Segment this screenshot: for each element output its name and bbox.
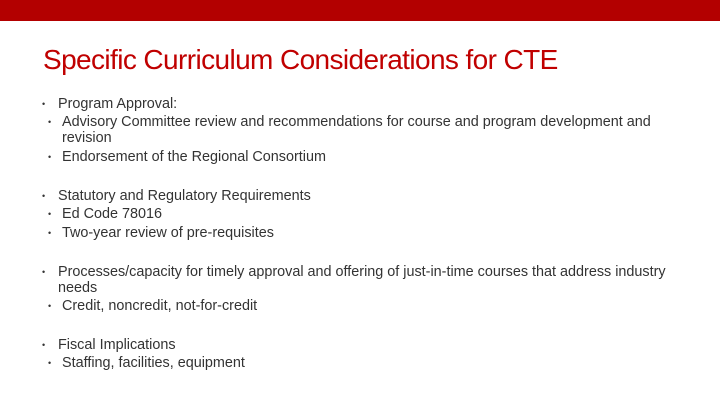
bullet-text: • Processes/capacity for timely approval and offering of just-in-time courses that address industry needs bbox=[42, 264, 692, 296]
bullet-text: • Fiscal Implications bbox=[42, 337, 692, 353]
sub-bullet-list bbox=[42, 206, 692, 241]
sub-bullet-list bbox=[42, 298, 692, 314]
bullet-text: • Statutory and Regulatory Requirements bbox=[42, 188, 692, 204]
bullet-text: • Program Approval: bbox=[42, 96, 692, 112]
sub-bullet-list bbox=[42, 114, 692, 165]
bullet-item-statutory bbox=[42, 188, 692, 241]
sub-bullet-text: • Ed Code 78016 bbox=[42, 206, 692, 222]
slide-title: Specific Curriculum Considerations for CTE bbox=[43, 44, 558, 75]
bullet-item-fiscal bbox=[42, 337, 692, 371]
bullet-item-program-approval bbox=[42, 96, 692, 165]
sub-bullet-text: • Credit, noncredit, not-for-credit bbox=[42, 298, 692, 314]
sub-bullet-text: • Advisory Committee review and recommendations for course and program development and revision bbox=[42, 114, 692, 146]
bullet-list bbox=[42, 96, 692, 371]
bullet-item-processes bbox=[42, 264, 692, 314]
sub-bullet-text: • Endorsement of the Regional Consortium bbox=[42, 149, 692, 165]
top-accent-bar bbox=[0, 0, 720, 21]
sub-bullet-text: • Staffing, facilities, equipment bbox=[42, 355, 692, 371]
sub-bullet-text: • Two-year review of pre-requisites bbox=[42, 225, 692, 241]
sub-bullet-list bbox=[42, 355, 692, 371]
